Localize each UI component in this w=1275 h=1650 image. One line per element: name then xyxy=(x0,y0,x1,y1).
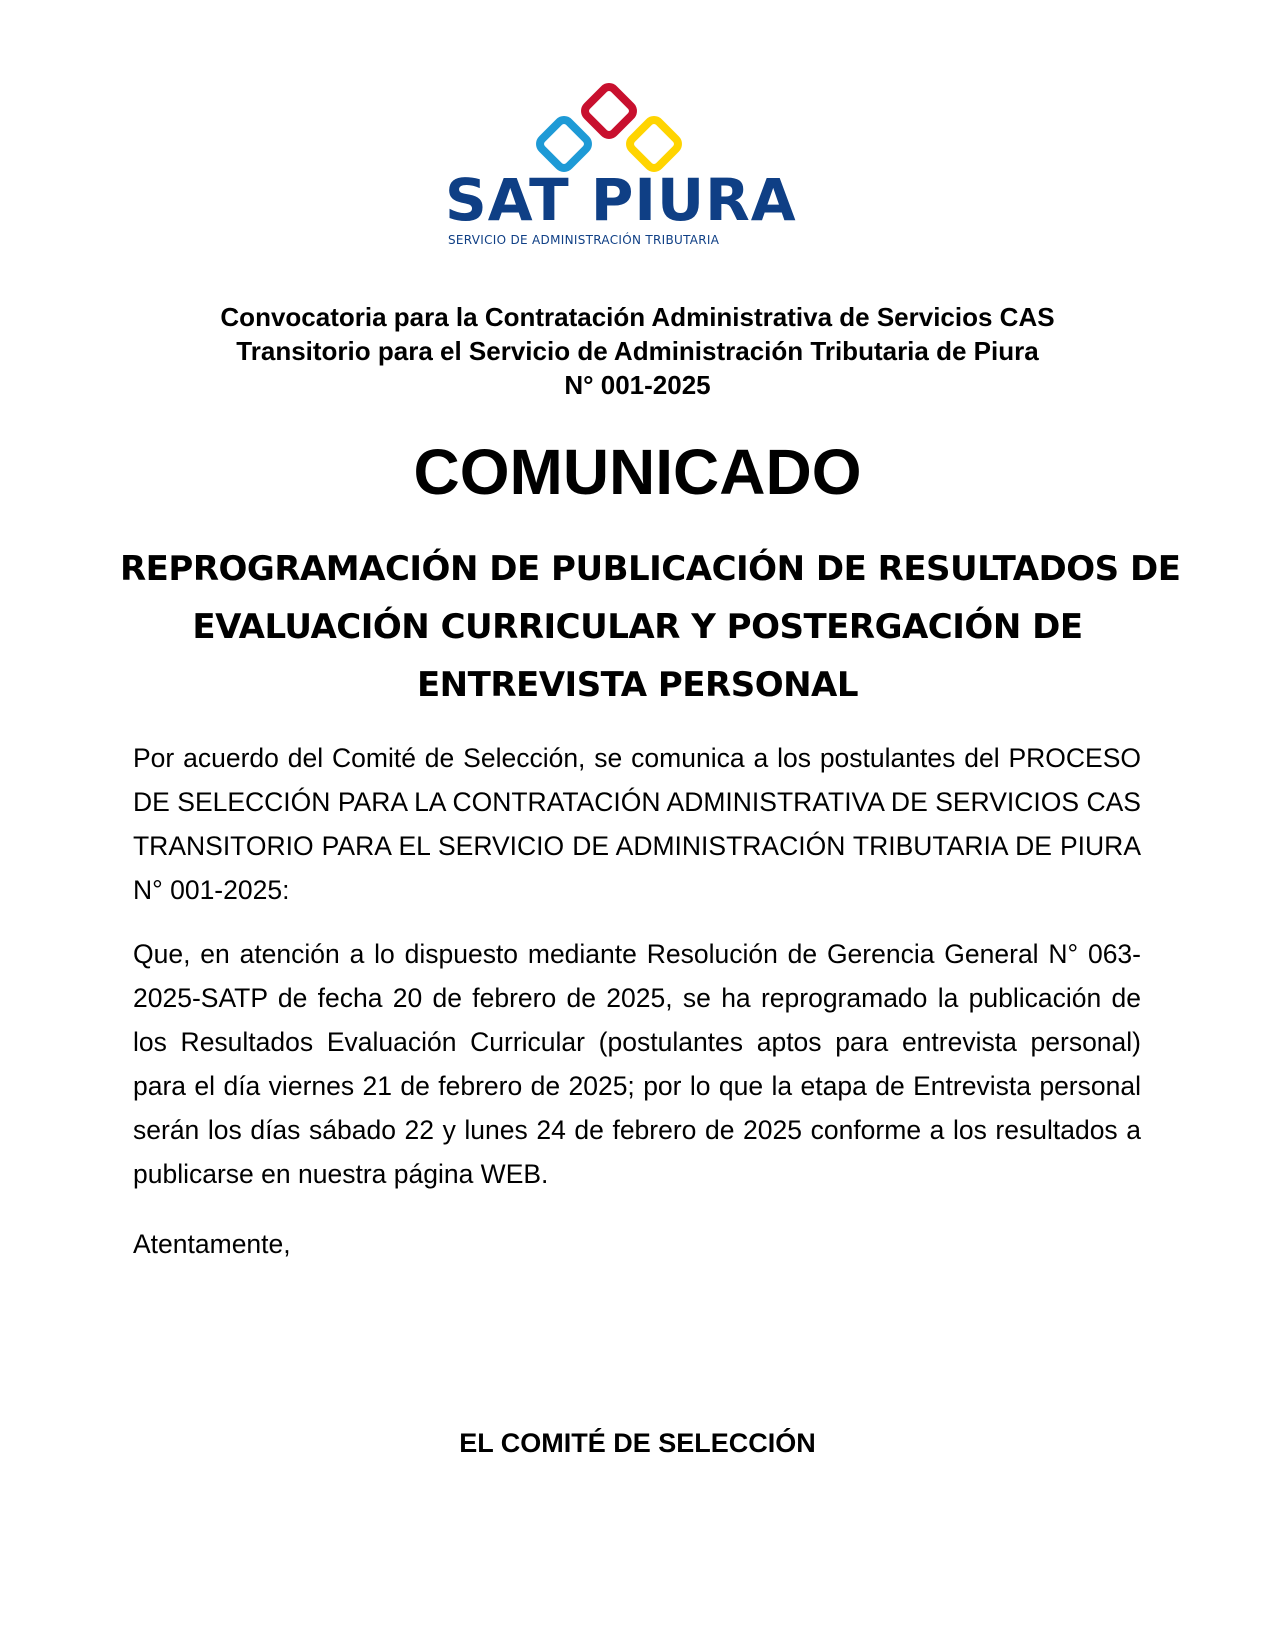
subject-heading xyxy=(120,540,1181,714)
convocatoria-line: Convocatoria para la Contratación Administrativa de Servicios CAS xyxy=(220,302,1055,332)
sat-piura-diamonds-logo-icon xyxy=(535,82,685,172)
closing-text: Atentamente, xyxy=(133,1229,291,1259)
body-paragraph-2: Que, en atención a lo dispuesto mediante Resolución de Gerencia General N° 063-2025-SATP de fecha 20 de febrero de 2025, se ha reprogramado la publicación de los Resultados Evaluación Curricular (postulantes aptos para entrevista personal) para el día viernes 21 de febrero de 2025; por lo que la etapa de Entrevista personal serán los días sábado 22 y lunes 24 de febrero de 2025 conforme a los resultados a publicarse en nuestra página WEB. xyxy=(133,939,1141,1189)
convocatoria-line: Transitorio para el Servicio de Administración Tributaria de Piura xyxy=(236,336,1039,366)
document-title: COMUNICADO xyxy=(413,436,862,508)
subject-line: REPROGRAMACIÓN DE PUBLICACIÓN DE RESULTADOS DE xyxy=(120,549,1181,589)
convocatoria-heading xyxy=(130,300,1145,402)
header-logo xyxy=(0,0,1275,260)
brand-name: SAT PIURA xyxy=(445,166,797,234)
convocatoria-line: N° 001-2025 xyxy=(564,370,711,400)
subject-line: EVALUACIÓN CURRICULAR Y POSTERGACIÓN DE xyxy=(192,607,1083,647)
brand-subtitle: SERVICIO DE ADMINISTRACIÓN TRIBUTARIA xyxy=(448,233,720,247)
subject-line: ENTREVISTA PERSONAL xyxy=(416,665,859,705)
signature: EL COMITÉ DE SELECCIÓN xyxy=(459,1428,816,1458)
body-paragraph-1: Por acuerdo del Comité de Selección, se comunica a los postulantes del PROCESO DE SELECCIÓN PARA LA CONTRATACIÓN ADMINISTRATIVA DE SERVICIOS CAS TRANSITORIO PARA EL SERVICIO DE ADMINISTRACIÓN TRIBUTARIA DE PIURA N° 001-2025: xyxy=(133,743,1141,905)
